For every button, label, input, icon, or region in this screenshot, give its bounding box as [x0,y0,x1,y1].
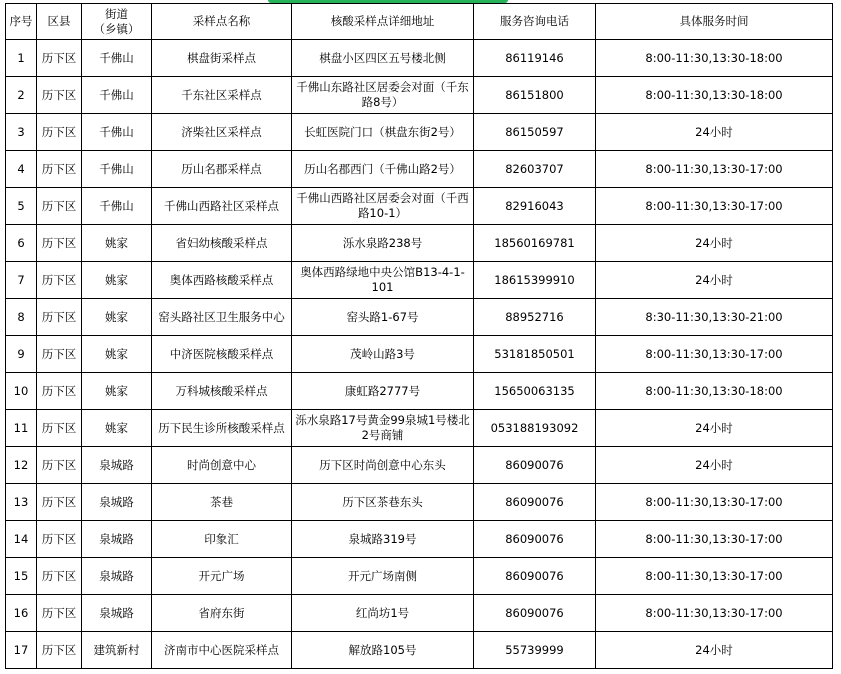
cell-site-name: 开元广场 [152,558,292,595]
cell-district: 历下区 [37,521,82,558]
cell-hours: 8:00-11:30,13:30-18:00 [596,373,833,410]
cell-street: 千佛山 [82,40,152,77]
table-row [6,447,833,484]
cell-address: 历下区茶巷东头 [292,484,474,521]
sampling-sites-table [5,3,833,669]
cell-hours: 24小时 [596,114,833,151]
table-row [6,632,833,669]
cell-district: 历下区 [37,484,82,521]
cell-address: 千佛山东路社区居委会对面（千东路8号） [292,77,474,114]
cell-site-name: 中济医院核酸采样点 [152,336,292,373]
cell-site-name: 千佛山西路社区采样点 [152,188,292,225]
cell-phone: 18560169781 [474,225,596,262]
cell-site-name: 济南市中心医院采样点 [152,632,292,669]
cell-hours: 24小时 [596,225,833,262]
cell-index: 14 [6,521,37,558]
cell-district: 历下区 [37,373,82,410]
col-header-district: 区县 [37,4,82,40]
cell-index: 4 [6,151,37,188]
table-row [6,188,833,225]
cell-street: 姚家 [82,410,152,447]
cell-site-name: 历山名郡采样点 [152,151,292,188]
cell-district: 历下区 [37,447,82,484]
cell-site-name: 历下民生诊所核酸采样点 [152,410,292,447]
cell-hours: 8:00-11:30,13:30-17:00 [596,595,833,632]
table-row [6,410,833,447]
table-row [6,151,833,188]
cell-hours: 8:00-11:30,13:30-17:00 [596,336,833,373]
col-header-hours: 具体服务时间 [596,4,833,40]
table-row [6,558,833,595]
table-row [6,299,833,336]
cell-hours: 8:30-11:30,13:30-21:00 [596,299,833,336]
cell-index: 5 [6,188,37,225]
cell-district: 历下区 [37,188,82,225]
cell-street: 泉城路 [82,484,152,521]
cell-address: 泉城路319号 [292,521,474,558]
cell-phone: 82916043 [474,188,596,225]
cell-street: 姚家 [82,373,152,410]
cell-street: 姚家 [82,262,152,299]
cell-address: 泺水泉路238号 [292,225,474,262]
cell-street: 姚家 [82,336,152,373]
cell-site-name: 奥体西路核酸采样点 [152,262,292,299]
cell-site-name: 棋盘街采样点 [152,40,292,77]
cell-phone: 88952716 [474,299,596,336]
cell-address: 长虹医院门口（棋盘东街2号） [292,114,474,151]
cell-street: 泉城路 [82,558,152,595]
cell-address: 奥体西路绿地中央公馆B13-4-1-101 [292,262,474,299]
table-row [6,225,833,262]
cell-index: 8 [6,299,37,336]
cell-address: 开元广场南侧 [292,558,474,595]
cell-address: 千佛山西路社区居委会对面（千西路10-1） [292,188,474,225]
cell-district: 历下区 [37,632,82,669]
cell-index: 15 [6,558,37,595]
cell-address: 茂岭山路3号 [292,336,474,373]
cell-hours: 8:00-11:30,13:30-17:00 [596,558,833,595]
cell-street: 泉城路 [82,521,152,558]
cell-hours: 8:00-11:30,13:30-17:00 [596,188,833,225]
cell-district: 历下区 [37,558,82,595]
col-header-index: 序号 [6,4,37,40]
cell-district: 历下区 [37,336,82,373]
cell-site-name: 万科城核酸采样点 [152,373,292,410]
cell-phone: 18615399910 [474,262,596,299]
cell-street: 泉城路 [82,447,152,484]
table-row [6,77,833,114]
cell-district: 历下区 [37,40,82,77]
cell-index: 12 [6,447,37,484]
table-row [6,40,833,77]
cell-hours: 24小时 [596,262,833,299]
cell-phone: 053188193092 [474,410,596,447]
cell-index: 16 [6,595,37,632]
cell-phone: 86090076 [474,558,596,595]
cell-address: 历下区时尚创意中心东头 [292,447,474,484]
header-row [6,4,833,40]
cell-street: 千佛山 [82,188,152,225]
cell-district: 历下区 [37,262,82,299]
cell-hours: 8:00-11:30,13:30-18:00 [596,77,833,114]
cell-address: 解放路105号 [292,632,474,669]
table-row [6,336,833,373]
cell-phone: 86090076 [474,521,596,558]
col-header-address: 核酸采样点详细地址 [292,4,474,40]
cell-district: 历下区 [37,299,82,336]
cell-street: 泉城路 [82,595,152,632]
cell-address: 红尚坊1号 [292,595,474,632]
cell-site-name: 印象汇 [152,521,292,558]
cell-phone: 86090076 [474,484,596,521]
cell-hours: 8:00-11:30,13:30-17:00 [596,151,833,188]
cell-site-name: 时尚创意中心 [152,447,292,484]
cell-index: 11 [6,410,37,447]
cell-phone: 15650063135 [474,373,596,410]
cell-site-name: 茶巷 [152,484,292,521]
col-header-site-name: 采样点名称 [152,4,292,40]
table-row [6,595,833,632]
cell-hours: 8:00-11:30,13:30-18:00 [596,40,833,77]
cell-hours: 8:00-11:30,13:30-17:00 [596,521,833,558]
cell-index: 9 [6,336,37,373]
cell-district: 历下区 [37,151,82,188]
cell-site-name: 窑头路社区卫生服务中心 [152,299,292,336]
cell-address: 历山名郡西门（千佛山路2号） [292,151,474,188]
table-row [6,484,833,521]
cell-phone: 86090076 [474,595,596,632]
cell-hours: 24小时 [596,410,833,447]
cell-street: 姚家 [82,225,152,262]
cell-hours: 24小时 [596,447,833,484]
cell-hours: 24小时 [596,632,833,669]
cell-phone: 55739999 [474,632,596,669]
cell-site-name: 省府东街 [152,595,292,632]
cell-phone: 86150597 [474,114,596,151]
cell-address: 棋盘小区四区五号楼北侧 [292,40,474,77]
table-body [6,40,833,669]
table-row [6,262,833,299]
cell-address: 康虹路2777号 [292,373,474,410]
cell-index: 3 [6,114,37,151]
table-row [6,373,833,410]
cell-address: 窑头路1-67号 [292,299,474,336]
cell-district: 历下区 [37,225,82,262]
cell-index: 2 [6,77,37,114]
cell-address: 泺水泉路17号黄金99泉城1号楼北2号商铺 [292,410,474,447]
cell-index: 10 [6,373,37,410]
cell-street: 建筑新村 [82,632,152,669]
cell-phone: 53181850501 [474,336,596,373]
cell-street: 千佛山 [82,77,152,114]
col-header-street: 街道 （乡镇） [82,4,152,40]
cell-site-name: 千东社区采样点 [152,77,292,114]
cell-street: 千佛山 [82,114,152,151]
cell-hours: 8:00-11:30,13:30-17:00 [596,484,833,521]
table-row [6,521,833,558]
cell-index: 13 [6,484,37,521]
table-row [6,114,833,151]
cell-district: 历下区 [37,77,82,114]
cell-phone: 82603707 [474,151,596,188]
cell-district: 历下区 [37,595,82,632]
cell-index: 7 [6,262,37,299]
cell-district: 历下区 [37,114,82,151]
cell-district: 历下区 [37,410,82,447]
cell-site-name: 省妇幼核酸采样点 [152,225,292,262]
cell-index: 1 [6,40,37,77]
cell-street: 千佛山 [82,151,152,188]
cell-street: 姚家 [82,299,152,336]
col-header-phone: 服务咨询电话 [474,4,596,40]
cell-index: 17 [6,632,37,669]
cell-phone: 86151800 [474,77,596,114]
cell-site-name: 济柴社区采样点 [152,114,292,151]
cell-phone: 86090076 [474,447,596,484]
cell-index: 6 [6,225,37,262]
cell-phone: 86119146 [474,40,596,77]
